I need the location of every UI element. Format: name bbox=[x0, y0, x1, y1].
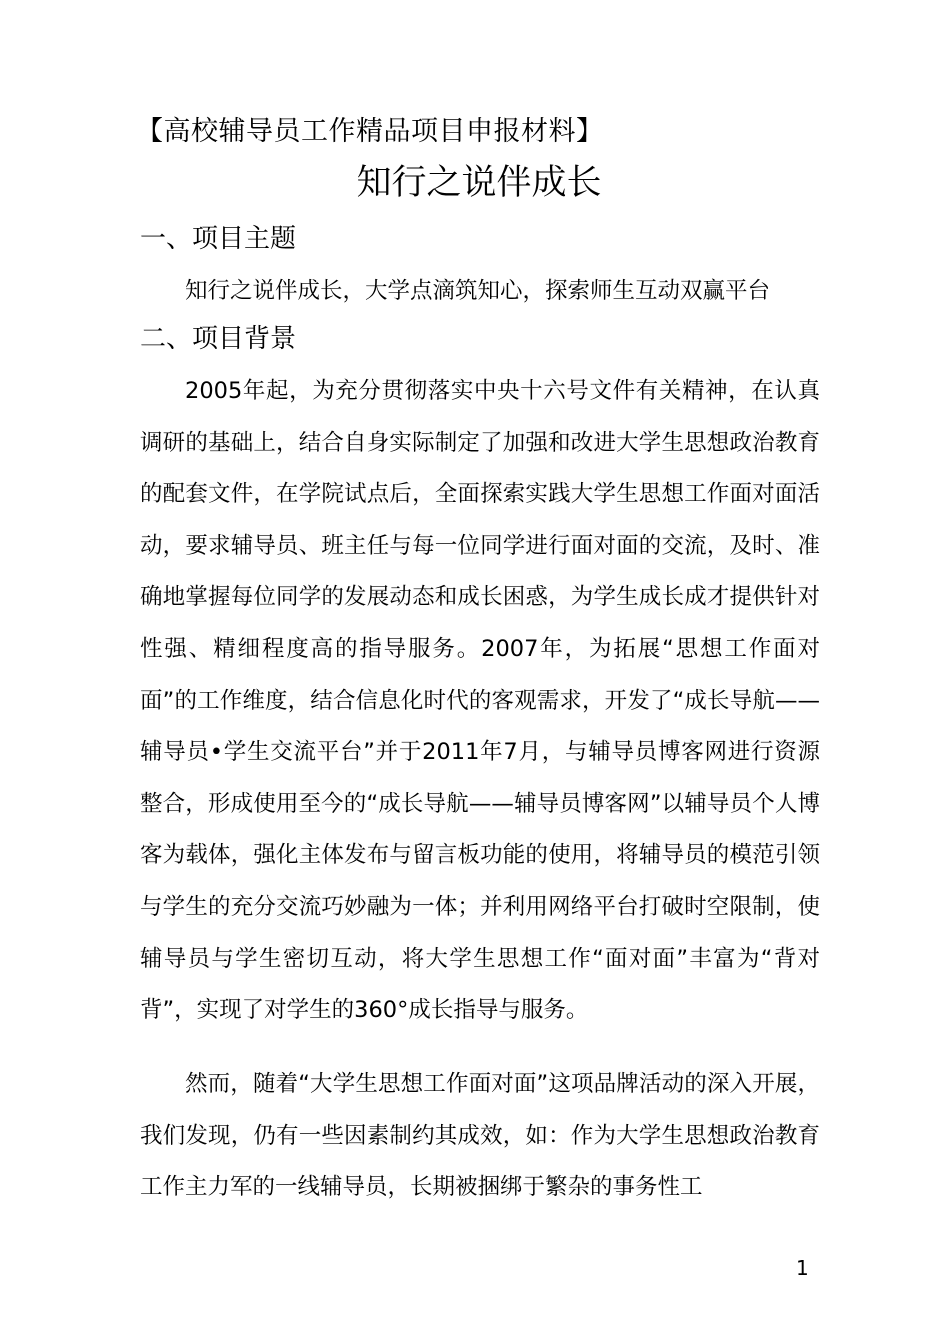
application-header-tag: 【高校辅导员工作精品项目申报材料】 bbox=[136, 116, 604, 147]
background-paragraph-1: 2005年起，为充分贯彻落实中央十六号文件有关精神，在认真调研的基础上，结合自身实际制定了加强和改进大学生思想政治教育的配套文件，在学院试点后，全面探索实践大学生思想工作面对面活动，要求辅导员、班主任与每一位同学进行面对面的交流，及时、准确地掌握每位同学的发展动态和成长困惑，为学生成长成才提供针对性强、精细程度高的指导服务。2007年，为拓展“思想工作面对面”的工作维度，结合信息化时代的客观需求，开发了“成长导航——辅导员•学生交流平台”并于2011年7月，与辅导员博客网进行资源整合，形成使用至今的“成长导航——辅导员博客网”以辅导员个人博客为载体，强化主体发布与留言板功能的使用，将辅导员的模范引领与学生的充分交流巧妙融为一体；并利用网络平台打破时空限制，使辅导员与学生密切互动，将大学生思想工作“面对面”丰富为“背对背”，实现了对学生的360°成长指导与服务。 bbox=[140, 378, 820, 1024]
background-paragraph-2: 然而，随着“大学生思想工作面对面”这项品牌活动的深入开展，我们发现，仍有一些因素制约其成效，如：作为大学生思想政治教育工作主力军的一线辅导员，长期被捆绑于繁杂的事务性工 bbox=[140, 1071, 820, 1201]
document-title: 知行之说伴成长 bbox=[356, 163, 602, 203]
section-heading-background: 二、项目背景 bbox=[140, 324, 297, 354]
page-number: 1 bbox=[796, 1256, 809, 1280]
section-heading-theme: 一、项目主题 bbox=[140, 224, 297, 254]
theme-paragraph: 知行之说伴成长，大学点滴筑知心，探索师生互动双赢平台 bbox=[185, 278, 771, 304]
